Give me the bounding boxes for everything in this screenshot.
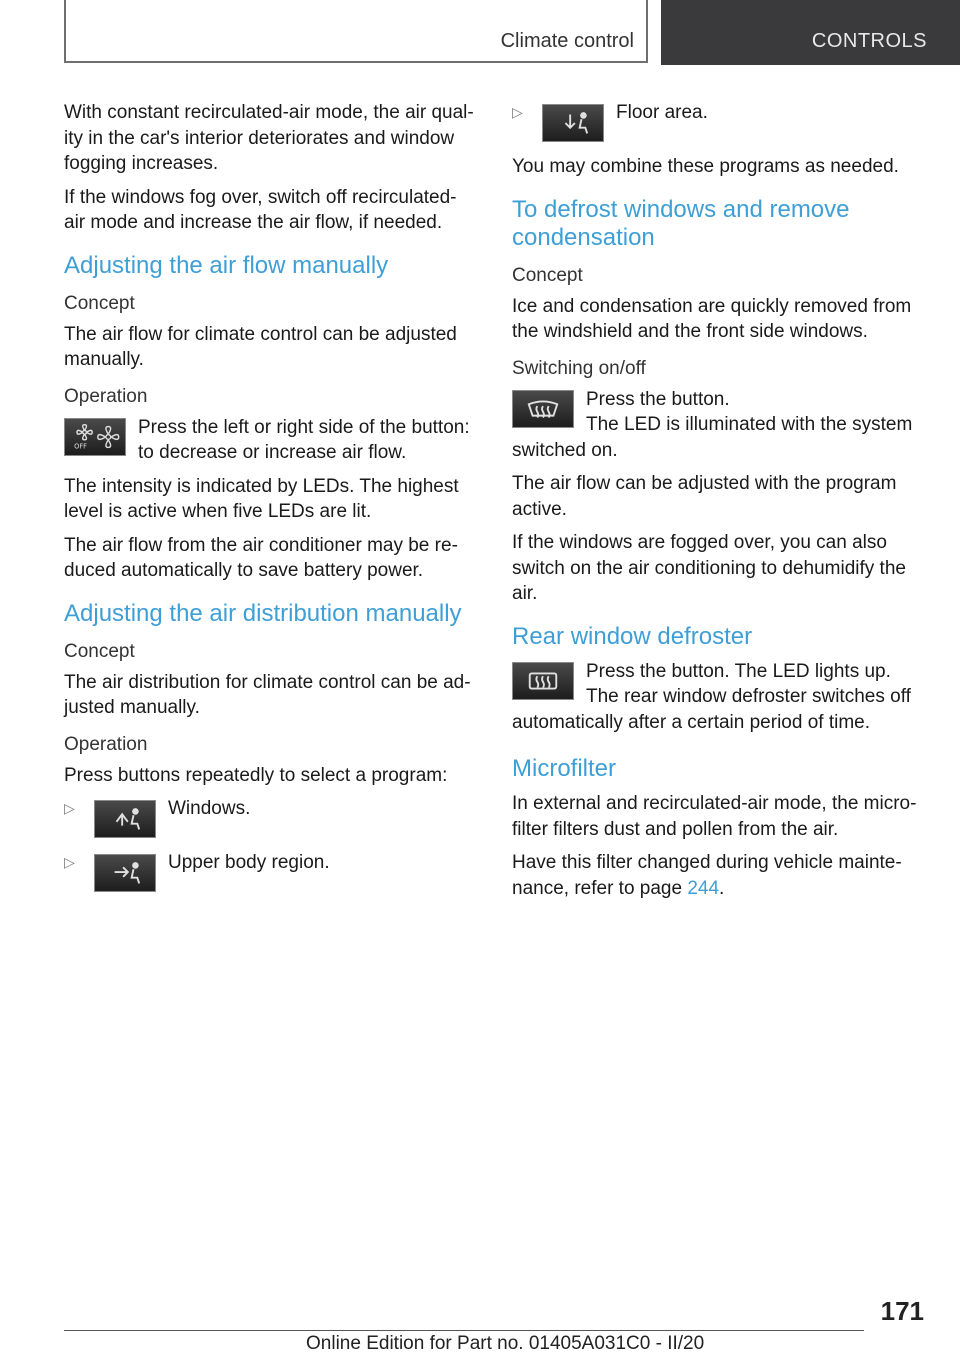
subheading-operation: Operation xyxy=(64,385,148,407)
page-number: 171 xyxy=(880,1296,924,1326)
fan-button-icon xyxy=(64,418,126,456)
page-link[interactable]: 244 xyxy=(687,877,720,899)
bullet-triangle-icon: ▷ xyxy=(64,800,75,816)
subheading-operation: Operation xyxy=(64,733,148,755)
header-section-tab xyxy=(64,0,648,63)
left-column xyxy=(64,100,476,904)
fan-instruction xyxy=(64,415,476,466)
heading-air-flow: Adjusting the air flow manually xyxy=(64,251,389,279)
paragraph: The air flow from the air conditioner may be reduced automatically to save battery power. xyxy=(64,534,458,581)
led-text: The LED is illuminated with the system switched on. xyxy=(512,414,913,461)
paragraph: Press buttons repeatedly to select a program: xyxy=(64,764,448,786)
list-item-upper-body xyxy=(64,850,476,892)
windshield-defrost-icon xyxy=(512,390,574,428)
bullet-text: Floor area. xyxy=(616,102,708,123)
subheading-concept: Concept xyxy=(64,292,135,314)
paragraph: In external and recirculated-air mode, the microfilter filters dust and pollen from the air. xyxy=(512,793,917,840)
footer-edition: Online Edition for Part no. 01405A031C0 - II/20 xyxy=(306,1333,705,1354)
rear-window-defrost-icon xyxy=(512,662,574,700)
page-ref-text: Have this filter changed during vehicle maintenance, refer to page xyxy=(512,852,902,899)
right-column xyxy=(512,100,922,909)
bullet-text: Upper body region. xyxy=(168,852,330,873)
paragraph: Ice and condensation are quickly removed from the windshield and the front side windows. xyxy=(512,295,912,342)
heading-rear-defroster: Rear window defroster xyxy=(512,622,753,650)
heading-microfilter: Microfilter xyxy=(512,755,617,782)
paragraph: The intensity is indicated by LEDs. The highest level is active when five LEDs are lit. xyxy=(64,475,459,522)
rear-off-text: The rear window defroster switches off automatically after a certain period of time. xyxy=(512,686,911,733)
defrost-instruction xyxy=(512,387,922,464)
paragraph-page-ref xyxy=(512,850,922,901)
subheading-concept: Concept xyxy=(512,264,583,286)
paragraph: The air flow can be adjusted with the program active. xyxy=(512,473,897,520)
list-item-windows xyxy=(64,796,476,838)
heading-air-distribution: Adjusting the air distribution manually xyxy=(64,599,462,627)
rear-press-text: Press the button. The LED lights up. xyxy=(586,660,891,682)
header-chapter-title: CONTROLS xyxy=(811,30,927,52)
upper-body-distribution-icon xyxy=(94,854,156,892)
bullet-triangle-icon: ▷ xyxy=(512,104,523,120)
paragraph: The air flow for climate control can be adjusted manually. xyxy=(64,323,457,370)
footer-divider xyxy=(64,1330,864,1331)
paragraph: You may combine these programs as needed. xyxy=(512,156,899,177)
paragraph: If the windows fog over, switch off recirculated-air mode and increase the air flow, if needed. xyxy=(64,186,457,233)
bullet-triangle-icon: ▷ xyxy=(64,854,75,870)
paragraph: With constant recirculated-air mode, the air quality in the car's interior deteriorates and window fogging increases. xyxy=(64,102,474,174)
rear-defrost-instruction xyxy=(512,659,922,736)
header-section-title: Climate control xyxy=(500,30,634,52)
page-ref-period: . xyxy=(719,877,725,899)
bullet-text: Windows. xyxy=(168,798,251,819)
paragraph: If the windows are fogged over, you can also switch on the air conditioning to dehumidify the air. xyxy=(512,532,906,604)
windows-distribution-icon xyxy=(94,800,156,838)
subheading-concept: Concept xyxy=(64,640,135,662)
fan-off-label: OFF xyxy=(74,441,88,450)
operation-text: Press the left or right side of the button: to decrease or increase air flow. xyxy=(138,416,470,463)
header-chapter-tab xyxy=(661,0,960,65)
press-text: Press the button. xyxy=(586,388,730,410)
floor-distribution-icon xyxy=(542,104,604,142)
list-item-floor xyxy=(512,100,922,142)
heading-defrost: To defrost windows and remove condensation xyxy=(512,195,850,251)
subheading-switching: Switching on/off xyxy=(512,357,646,379)
paragraph: The air distribution for climate control can be adjusted manually. xyxy=(64,671,471,718)
